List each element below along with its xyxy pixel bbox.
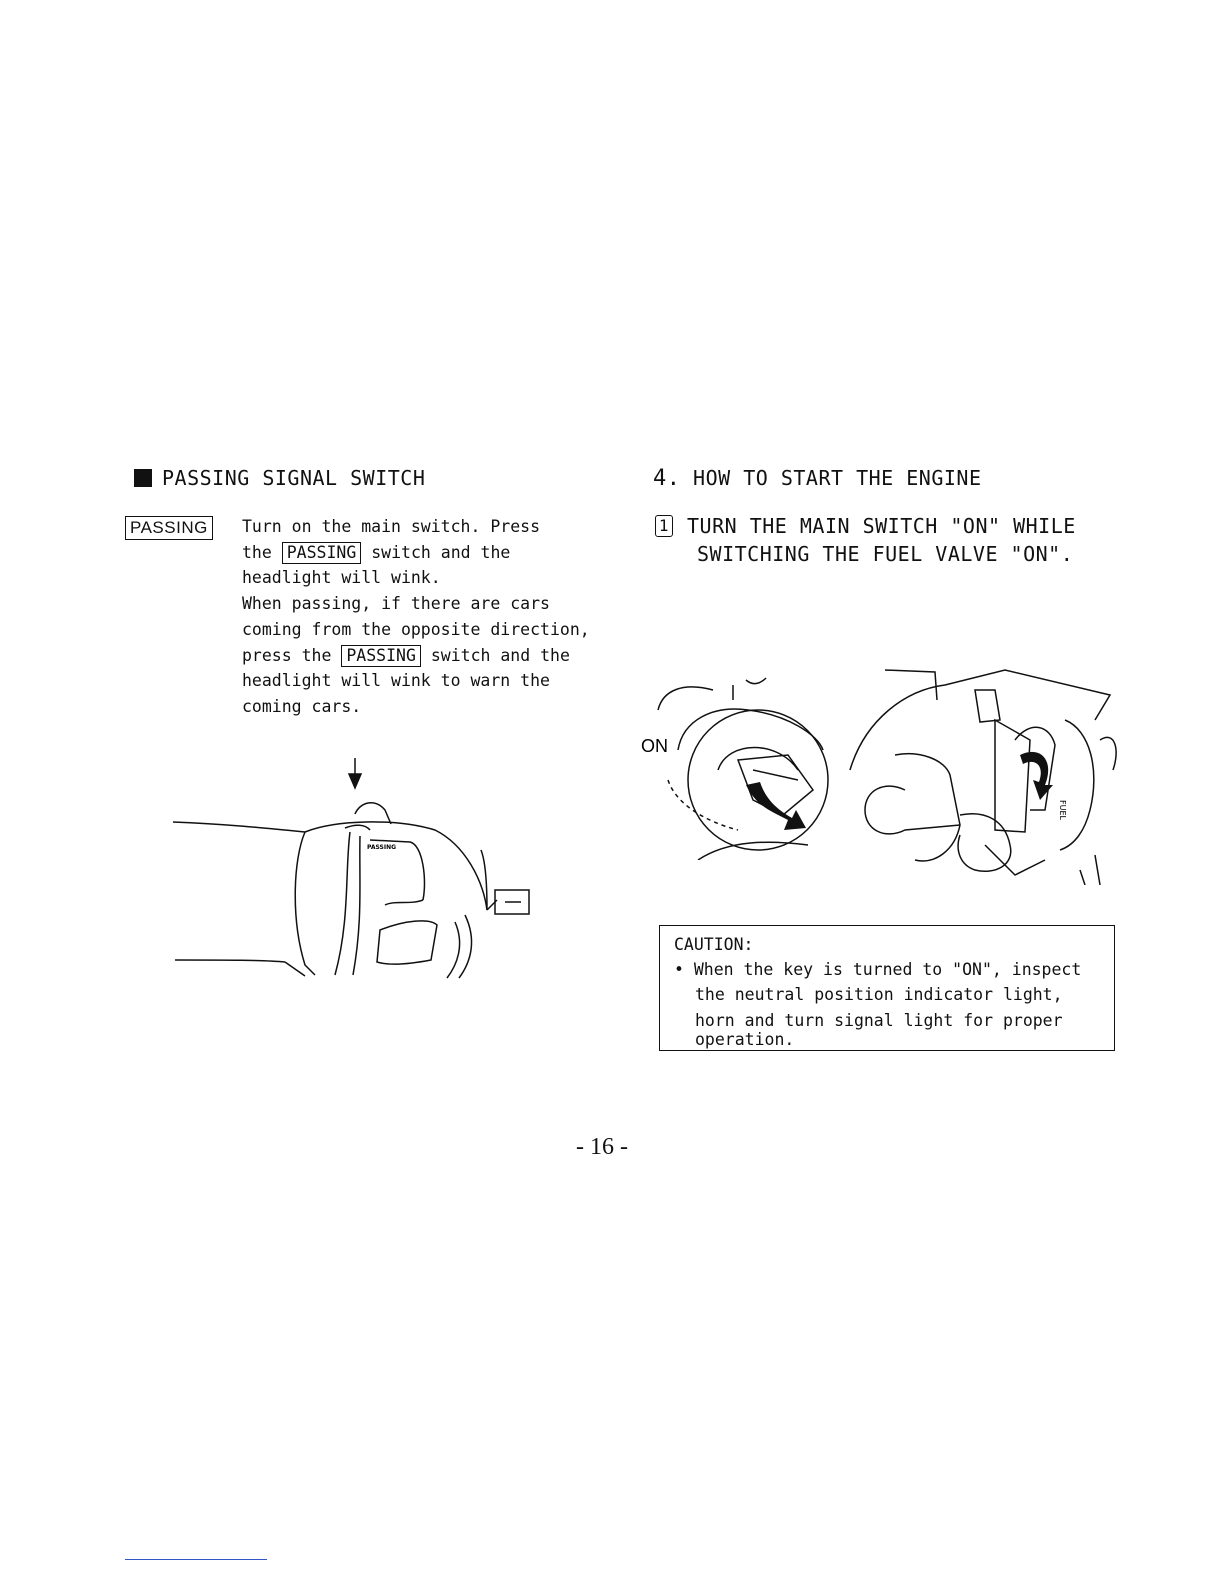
text-line: coming cars. [242,696,362,716]
passing-badge: PASSING [125,516,213,540]
caution-line: • When the key is turned to "ON", inspect [674,960,1082,979]
step-number-box: 1 [655,515,673,537]
page-number: - 16 - [576,1134,628,1160]
step-instruction: 1 TURN THE MAIN SWITCH "ON" WHILE SWITCHING THE FUEL VALVE "ON". [655,512,1076,568]
square-bullet-icon [134,469,152,487]
text-line: When passing, if there are cars [242,594,550,614]
section-heading-passing: PASSING SIGNAL SWITCH [134,466,425,490]
ignition-switch-illustration [638,660,838,860]
passing-inline-box: PASSING [282,542,362,564]
text-line: Turn on the main switch. Press [242,517,541,536]
handlebar-switch-illustration [165,750,555,990]
text-line: headlight will wink. [242,568,441,588]
passing-inline-box: PASSING [341,645,421,667]
caution-line: operation. [695,1030,795,1049]
section-heading-start-engine: 4. HOW TO START THE ENGINE [653,466,982,491]
caution-box [659,925,1115,1051]
bullet-icon: • [674,960,684,979]
caution-line: horn and turn signal light for proper [695,1011,1063,1030]
caution-line: the neutral position indicator light, [695,985,1063,1004]
text-line: headlight will wink to warn the [242,671,550,691]
fuel-label: FUEL [1058,800,1067,820]
passing-description [242,514,590,720]
section-number: 4. [653,466,681,491]
footnote-divider [125,1559,267,1560]
text-line: the PASSING switch and the [242,542,511,562]
passing-illustration-label: PASSING [367,844,397,851]
on-label: ON [641,736,668,756]
text-line: press the PASSING switch and the [242,645,570,665]
text-line: coming from the opposite direction, [242,619,590,639]
caution-title: CAUTION: [674,935,754,954]
fuel-valve-illustration [845,660,1120,885]
